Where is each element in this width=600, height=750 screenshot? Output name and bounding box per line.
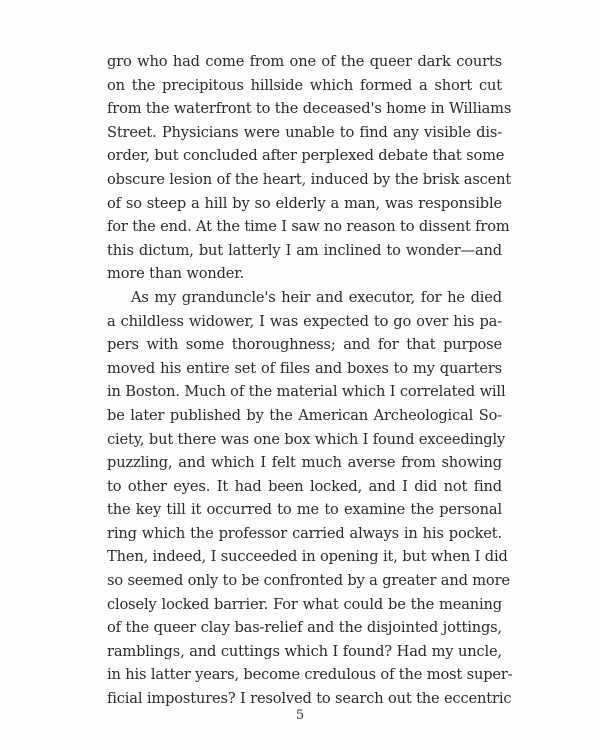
- text-line: of the queer clay bas-relief and the disjointed jottings,: [107, 619, 502, 637]
- text-line: in his latter years, become credulous of the most super-: [107, 666, 513, 684]
- text-line: to other eyes. It had been locked, and I did not find: [107, 477, 502, 495]
- text-line: obscure lesion of the heart, induced by the brisk ascent: [107, 170, 512, 188]
- text-line: Then, indeed, I succeeded in opening it, but when I did: [107, 548, 508, 566]
- text-line: be later published by the American Archeological So-: [107, 406, 502, 424]
- text-line: closely locked barrier. For what could be the meaning: [107, 595, 502, 613]
- text-line: from the waterfront to the deceased's home in Williams: [107, 100, 512, 118]
- paragraph-start-line: As my granduncle's heir and executor, for he died: [131, 288, 502, 306]
- paragraph-end-line: more than wonder.: [107, 265, 244, 283]
- text-line: ciety, but there was one box which I found exceedingly: [107, 430, 506, 448]
- text-line: this dictum, but latterly I am inclined to wonder—and: [107, 241, 502, 259]
- text-line: the key till it occurred to me to examine the personal: [107, 501, 502, 519]
- text-line: ring which the professor carried always in his pocket.: [107, 524, 502, 542]
- text-line: order, but concluded after perplexed debate that some: [107, 147, 505, 165]
- text-line: ficial impostures? I resolved to search out the eccentric: [107, 690, 512, 708]
- text-line: for the end. At the time I saw no reason to dissent from: [107, 218, 510, 236]
- text-line: in Boston. Much of the material which I correlated will: [107, 383, 506, 401]
- text-line: puzzling, and which I felt much averse from showing: [107, 454, 502, 472]
- text-line: gro who had come from one of the queer dark courts: [107, 53, 502, 70]
- text-line: pers with some thoroughness; and for that purpose: [107, 336, 502, 354]
- text-line: of so steep a hill by so elderly a man, was responsible: [107, 194, 502, 212]
- text-line: Street. Physicians were unable to find any visible dis-: [107, 123, 502, 141]
- text-line: so seemed only to be confronted by a greater and more: [107, 572, 510, 590]
- body-text: [107, 50, 513, 711]
- text-line: moved his entire set of files and boxes to my quarters: [107, 359, 502, 377]
- text-line: on the precipitous hillside which formed a short cut: [107, 76, 502, 94]
- text-line: a childless widower, I was expected to go over his pa-: [107, 312, 502, 330]
- text-line: ramblings, and cuttings which I found? Had my uncle,: [107, 642, 502, 660]
- page-number: 5: [295, 708, 305, 723]
